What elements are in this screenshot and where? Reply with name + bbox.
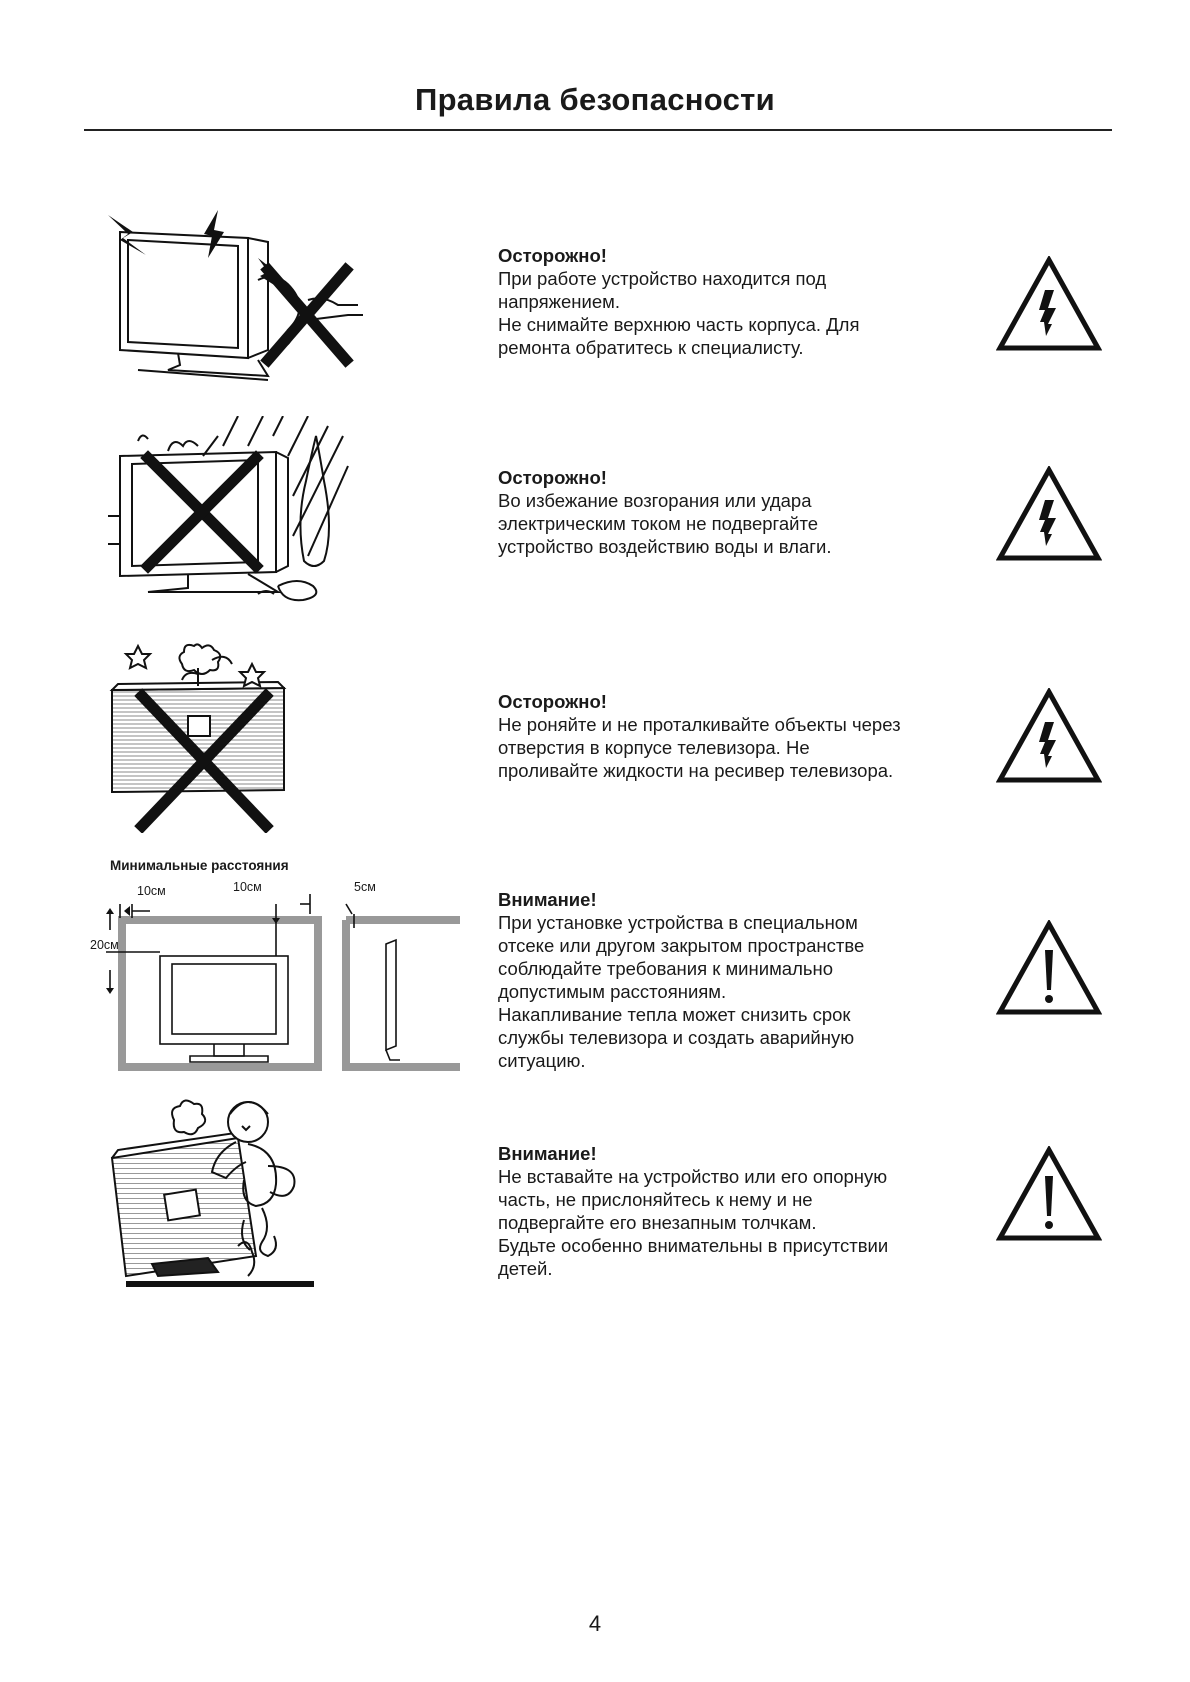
- section-line: детей.: [498, 1258, 553, 1279]
- section-line: допустимым расстояниям.: [498, 981, 727, 1002]
- distances-caption: Минимальные расстояния: [110, 858, 289, 873]
- distance-left-label: 10см: [137, 884, 166, 898]
- section-heading: Внимание!: [498, 1143, 597, 1164]
- page-title: Правила безопасности: [414, 82, 776, 117]
- section-1-text: [498, 244, 968, 359]
- section-line: часть, не прислоняйтесь к нему и не: [498, 1189, 813, 1210]
- distance-back-label: 5см: [354, 880, 376, 894]
- electric-shock-warning-icon: [996, 688, 1102, 784]
- distance-top-label: 10см: [233, 880, 262, 894]
- tv-open-case-prohibited-illustration: [108, 210, 368, 385]
- section-line: ремонта обратитесь к специалисту.: [498, 337, 804, 358]
- section-heading: Осторожно!: [498, 245, 607, 266]
- electric-shock-warning-icon: [996, 466, 1102, 562]
- section-3-text: [498, 690, 968, 782]
- section-line: ситуацию.: [498, 1050, 586, 1071]
- section-line: напряжением.: [498, 291, 620, 312]
- tv-water-prohibited-illustration: [108, 416, 368, 611]
- section-line: Во избежание возгорания или удара: [498, 490, 812, 511]
- exclamation-warning-icon: [996, 1146, 1102, 1242]
- title-divider: [84, 129, 1112, 131]
- section-heading: Внимание!: [498, 889, 597, 910]
- distance-bottom-label: 20см: [90, 938, 119, 952]
- section-4-text: [498, 888, 968, 1072]
- child-climbing-tv-illustration: [108, 1096, 348, 1291]
- section-5-text: [498, 1142, 968, 1280]
- section-line: Накапливание тепла может снизить срок: [498, 1004, 851, 1025]
- section-line: электрическим током не подвергайте: [498, 513, 819, 534]
- section-heading: Осторожно!: [498, 467, 607, 488]
- section-heading: Осторожно!: [498, 691, 607, 712]
- page-number: 4: [588, 1611, 602, 1636]
- section-line: службы телевизора и создать аварийную: [498, 1027, 855, 1048]
- exclamation-warning-icon: [996, 920, 1102, 1016]
- section-line: отверстия в корпусе телевизора. Не: [498, 737, 810, 758]
- section-2-text: [498, 466, 968, 558]
- section-line: подвергайте его внезапным толчкам.: [498, 1212, 817, 1233]
- section-line: Не роняйте и не проталкивайте объекты через: [498, 714, 901, 735]
- tv-objects-liquids-prohibited-illustration: [108, 638, 308, 833]
- section-line: Не снимайте верхнюю часть корпуса. Для: [498, 314, 860, 335]
- electric-shock-warning-icon: [996, 256, 1102, 352]
- section-line: При работе устройство находится под: [498, 268, 827, 289]
- section-line: проливайте жидкости на ресивер телевизора.: [498, 760, 894, 781]
- section-line: устройство воздействию воды и влаги.: [498, 536, 832, 557]
- section-line: соблюдайте требования к минимально: [498, 958, 834, 979]
- minimum-distances-diagram: [100, 884, 460, 1074]
- section-line: Не вставайте на устройство или его опорную: [498, 1166, 888, 1187]
- section-line: При установке устройства в специальном: [498, 912, 858, 933]
- section-line: Будьте особенно внимательны в присутствии: [498, 1235, 889, 1256]
- section-line: отсеке или другом закрытом пространстве: [498, 935, 865, 956]
